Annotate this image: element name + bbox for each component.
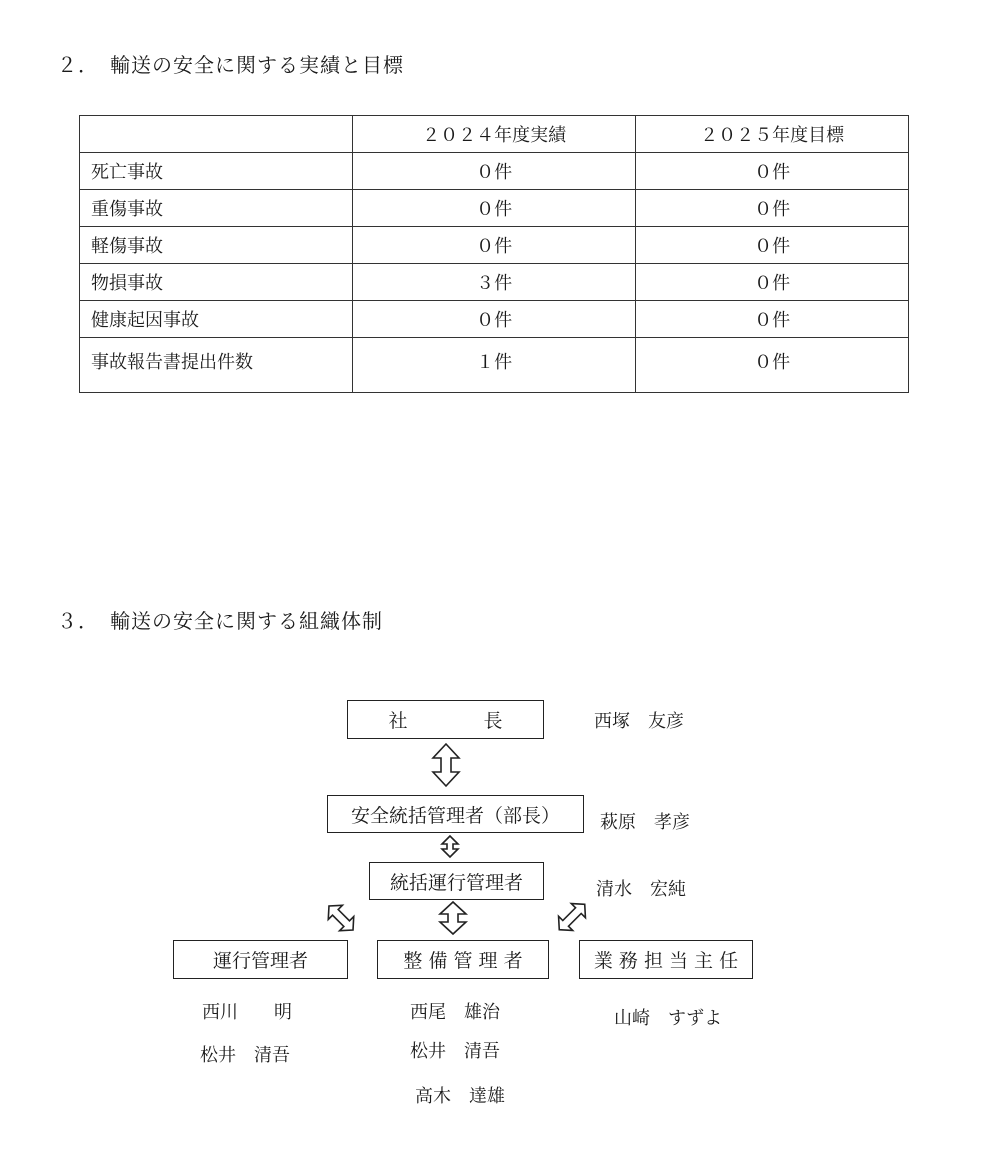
safety-manager-name: 萩原 孝彦 [600,812,690,833]
cell-2025: ０件 [636,264,909,301]
safety-results-table [79,115,909,393]
cell-2025: ０件 [636,338,909,393]
double-arrow-icon [442,836,458,857]
table-header-row [80,116,909,153]
cell-2024: ３件 [352,264,635,301]
cell-2025: ０件 [636,190,909,227]
section-2-heading: ２． 輸送の安全に関する実績と目標 [57,53,404,77]
row-label: 死亡事故 [80,153,353,190]
maintenance-manager-name: 西尾 雄治 [410,1002,500,1023]
cell-2024: ０件 [352,301,635,338]
table-row [80,338,909,393]
org-box-ops-chief: 統括運行管理者 [369,862,544,900]
cell-2024: １件 [352,338,635,393]
maintenance-manager-name: 高木 達雄 [415,1086,505,1107]
header-2025-targets: ２０２５年度目標 [636,116,909,153]
double-arrow-icon [433,744,459,786]
org-box-business-lead: 業 務 担 当 主 任 [579,940,753,979]
header-2024-results: ２０２４年度実績 [352,116,635,153]
cell-2025: ０件 [636,153,909,190]
business-lead-name: 山崎 すずよ [614,1008,723,1029]
double-arrow-icon [322,899,360,937]
org-box-ops-manager: 運行管理者 [173,940,348,979]
cell-2025: ０件 [636,301,909,338]
table-row [80,153,909,190]
maintenance-manager-name: 松井 清吾 [410,1041,500,1062]
cell-2025: ０件 [636,227,909,264]
section-3-heading: ３． 輸送の安全に関する組織体制 [57,609,383,633]
table-row [80,190,909,227]
table-row [80,301,909,338]
org-box-maintenance-manager: 整 備 管 理 者 [377,940,549,979]
table-row [80,227,909,264]
cell-2024: ０件 [352,190,635,227]
ops-manager-name: 松井 清吾 [200,1045,290,1066]
double-arrow-icon [552,897,592,937]
row-label: 健康起因事故 [80,301,353,338]
president-name: 西塚 友彦 [594,711,684,732]
org-box-president: 社 長 [347,700,544,739]
row-label: 事故報告書提出件数 [80,338,353,393]
cell-2024: ０件 [352,153,635,190]
ops-chief-name: 清水 宏純 [596,879,686,900]
org-box-safety-manager: 安全統括管理者（部長） [327,795,584,833]
header-blank [80,116,353,153]
row-label: 軽傷事故 [80,227,353,264]
table-row [80,264,909,301]
row-label: 重傷事故 [80,190,353,227]
cell-2024: ０件 [352,227,635,264]
row-label: 物損事故 [80,264,353,301]
double-arrow-icon [440,902,466,934]
ops-manager-name: 西川 明 [202,1002,292,1023]
